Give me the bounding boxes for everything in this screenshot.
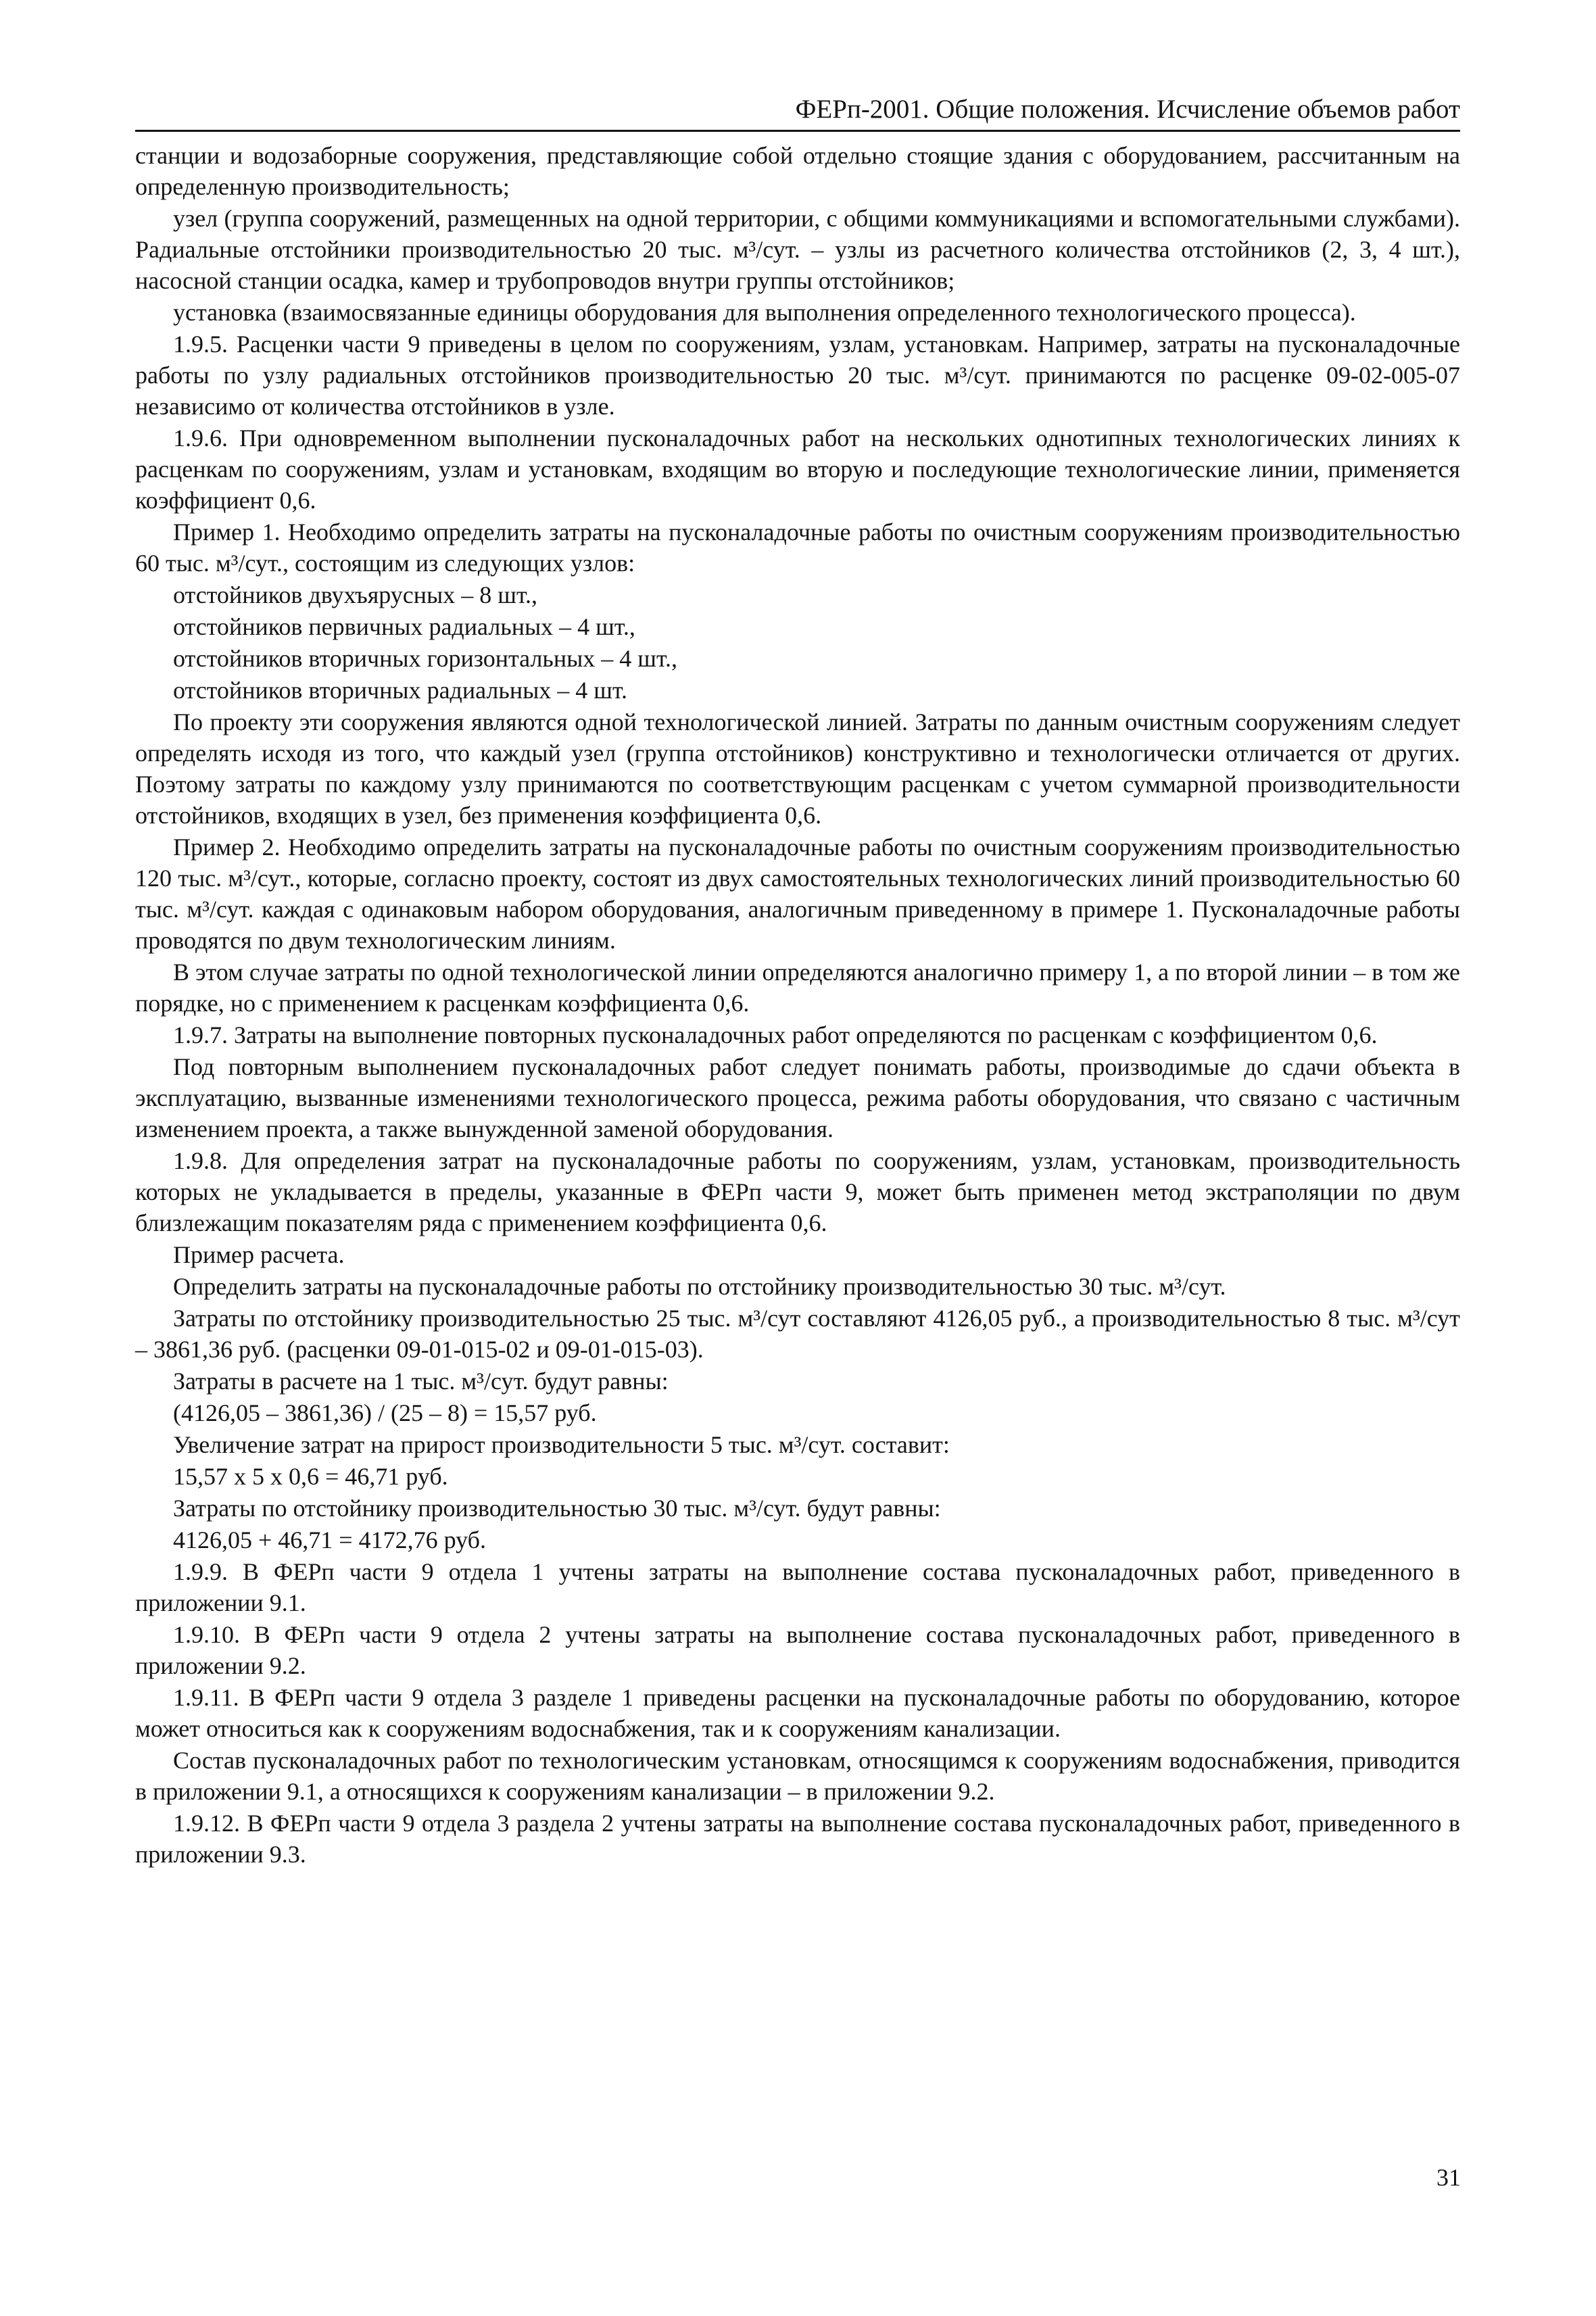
body-paragraph: 1.9.12. В ФЕРп части 9 отдела 3 раздела 2 учтены затраты на выполнение состава пусконаладочных работ, приведенного в приложении 9.3. [135, 1810, 1460, 1868]
body-paragraph: Состав пусконаладочных работ по технологическим установкам, относящимся к сооружениям водоснабжения, приводится в приложении 9.1, а относящихся к сооружениям канализации – в приложении 9.2. [135, 1747, 1460, 1805]
body-paragraph: 1.9.6. При одновременном выполнении пусконаладочных работ на нескольких однотипных технологических линиях к расценкам по сооружениям, узлам и установкам, входящим во вторую и последующие технологические линии, применяется коэффициент 0,6. [135, 425, 1460, 514]
body-paragraph: По проекту эти сооружения являются одной технологической линией. Затраты по данным очистным сооружениям следует определять исходя из того, что каждый узел (группа отстойников) конструктивно и технологически отличается от других. Поэтому затраты по каждому узлу принимаются по соответствующим расценкам с учетом суммарной производительности отстойников, входящих в узел, без применения коэффициента 0,6. [135, 708, 1460, 829]
body-paragraph: отстойников двухъярусных – 8 шт., [173, 581, 537, 608]
body-paragraph: 15,57 х 5 х 0,6 = 46,71 руб. [173, 1463, 448, 1490]
body-paragraph: Затраты по отстойнику производительностью 25 тыс. м³/сут составляют 4126,05 руб., а производительностью 8 тыс. м³/сут – 3861,36 руб. (расценки 09-01-015-02 и 09-01-015-03). [135, 1305, 1460, 1363]
body-paragraph: Пример расчета. [173, 1241, 345, 1268]
body-paragraph: 1.9.5. Расценки части 9 приведены в целом по сооружениям, узлам, установкам. Например, затраты на пусконаладочные работы по узлу радиальных отстойников производительностью 20 тыс. м³/сут. принимаются по расценке 09-02-005-07 независимо от количества отстойников в узле. [135, 331, 1460, 420]
body-paragraph: 4126,05 + 46,71 = 4172,76 руб. [173, 1526, 486, 1553]
body-paragraph: Затраты по отстойнику производительностью 30 тыс. м³/сут. будут равны: [173, 1495, 941, 1522]
document-body [135, 140, 1460, 1870]
body-paragraph: отстойников вторичных радиальных – 4 шт. [173, 677, 628, 704]
body-paragraph: Затраты в расчете на 1 тыс. м³/сут. будут равны: [173, 1368, 669, 1395]
body-paragraph: установка (взаимосвязанные единицы оборудования для выполнения определенного технологического процесса). [173, 299, 1356, 326]
body-paragraph: 1.9.10. В ФЕРп части 9 отдела 2 учтены затраты на выполнение состава пусконаладочных работ, приведенного в приложении 9.2. [135, 1621, 1460, 1679]
body-paragraph: Под повторным выполнением пусконаладочных работ следует понимать работы, производимые до сдачи объекта в эксплуатацию, вызванные изменениями технологического процесса, режима работы оборудования, что связано с частичным изменением проекта, а также вынужденной заменой оборудования. [135, 1053, 1460, 1142]
body-paragraph: (4126,05 – 3861,36) / (25 – 8) = 15,57 руб. [173, 1399, 597, 1426]
running-header: ФЕРп-2001. Общие положения. Исчисление объемов работ [135, 93, 1460, 132]
body-paragraph: 1.9.11. В ФЕРп части 9 отдела 3 разделе 1 приведены расценки на пусконаладочные работы по оборудованию, которое может относиться как к сооружениям водоснабжения, так и к сооружениям канализации. [135, 1684, 1460, 1742]
document-page [135, 93, 1460, 1870]
body-paragraph: узел (группа сооружений, размещенных на одной территории, с общими коммуникациями и вспомогательными службами). Радиальные отстойники производительностью 20 тыс. м³/сут. – узлы из расчетного количества отстойников (2, 3, 4 шт.), насосной станции осадка, камер и трубопроводов внутри группы отстойников; [135, 205, 1460, 294]
page-number: 31 [1436, 2164, 1461, 2191]
body-paragraph: В этом случае затраты по одной технологической линии определяются аналогично примеру 1, а по второй линии – в том же порядке, но с применением к расценкам коэффициента 0,6. [135, 959, 1460, 1017]
body-paragraph: Увеличение затрат на прирост производительности 5 тыс. м³/сут. составит: [173, 1431, 950, 1458]
body-paragraph: Пример 1. Необходимо определить затраты на пусконаладочные работы по очистным сооружениям производительностью 60 тыс. м³/сут., состоящим из следующих узлов: [135, 518, 1460, 577]
body-paragraph: 1.9.8. Для определения затрат на пусконаладочные работы по сооружениям, узлам, установкам, производительность которых не укладывается в пределы, указанные в ФЕРп части 9, может быть применен метод экстраполяции по двум близлежащим показателям ряда с применением коэффициента 0,6. [135, 1147, 1460, 1236]
body-paragraph: Пример 2. Необходимо определить затраты на пусконаладочные работы по очистным сооружениям производительностью 120 тыс. м³/сут., которые, согласно проекту, состоят из двух самостоятельных технологических линий производительностью 60 тыс. м³/сут. каждая с одинаковым набором оборудования, аналогичным приведенному в примере 1. Пусконаладочные работы проводятся по двум технологическим линиям. [135, 834, 1460, 954]
body-paragraph: станции и водозаборные сооружения, представляющие собой отдельно стоящие здания с оборудованием, рассчитанным на определенную производительность; [135, 142, 1460, 200]
body-paragraph: 1.9.7. Затраты на выполнение повторных пусконаладочных работ определяются по расценкам с коэффициентом 0,6. [173, 1021, 1378, 1048]
body-paragraph: Определить затраты на пусконаладочные работы по отстойнику производительностью 30 тыс. м³/сут. [173, 1273, 1226, 1300]
body-paragraph: отстойников вторичных горизонтальных – 4 шт., [173, 645, 678, 672]
body-paragraph: отстойников первичных радиальных – 4 шт., [173, 613, 635, 640]
body-paragraph: 1.9.9. В ФЕРп части 9 отдела 1 учтены затраты на выполнение состава пусконаладочных работ, приведенного в приложении 9.1. [135, 1558, 1460, 1616]
